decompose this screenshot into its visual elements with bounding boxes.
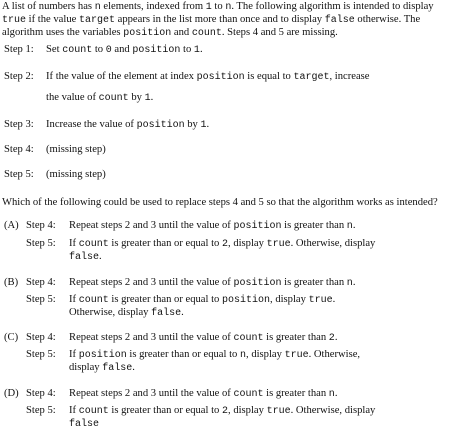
option-a-step4-text <box>69 219 355 233</box>
step-5-text <box>46 168 106 181</box>
text-run: (missing step) <box>46 169 106 180</box>
option-a-letter: (A) <box>4 220 19 231</box>
text-run: Set <box>46 44 63 55</box>
step-3-label: Step 3: <box>4 119 34 130</box>
code-term: position <box>78 350 127 361</box>
text-run: Repeat steps 2 and 3 until the value of <box>69 220 234 231</box>
text-run: . <box>181 307 184 318</box>
text-run: display <box>69 362 103 373</box>
code-term: count <box>98 93 129 104</box>
text-run: . <box>206 119 210 130</box>
text-run: . <box>99 251 102 262</box>
text-run: is greater than <box>281 277 347 288</box>
code-term: 1 <box>200 120 207 131</box>
text-run: is greater than or equal to <box>126 349 240 360</box>
code-term: position <box>233 221 282 232</box>
problem-intro <box>2 0 470 39</box>
intro-line-2 <box>2 13 470 26</box>
text-run: appears in the list more than once and to display <box>114 14 325 25</box>
step-3-text <box>46 118 209 132</box>
step-4-label: Step 4: <box>4 144 34 155</box>
text-run: and <box>111 44 133 55</box>
text-run: . The following algorithm is intended to display <box>231 1 434 12</box>
text-run: to <box>211 1 226 12</box>
option-d-step5-text-line-2 <box>69 417 99 431</box>
text-run: If <box>69 294 79 305</box>
option-a-step5-text-line-2 <box>69 250 102 264</box>
step-2-text-line-2 <box>46 91 153 105</box>
text-run: A list of numbers has <box>2 1 95 12</box>
code-term: count <box>233 389 264 400</box>
text-run: is greater than or equal to <box>108 294 222 305</box>
text-run: Increase the value of <box>46 119 137 130</box>
code-term: false <box>324 15 355 26</box>
option-b-step5-label: Step 5: <box>26 294 56 305</box>
code-term: position <box>136 120 185 131</box>
code-term: position <box>233 278 282 289</box>
code-term: n <box>328 389 335 400</box>
text-run: is equal to <box>244 71 294 82</box>
code-term: n <box>94 2 101 13</box>
code-term: n <box>240 350 247 361</box>
code-term: position <box>196 72 245 83</box>
text-run: . <box>352 220 356 231</box>
text-run: If <box>69 238 79 249</box>
code-term: 2 <box>222 406 229 417</box>
code-term: position <box>123 28 172 39</box>
code-term: count <box>78 406 109 417</box>
code-term: true <box>284 350 309 361</box>
code-term: position <box>222 295 271 306</box>
text-run: is greater than or equal to <box>108 405 222 416</box>
option-b-step4-label: Step 4: <box>26 277 56 288</box>
option-a-step5-text-line-1 <box>69 237 375 251</box>
text-run: by <box>128 92 145 103</box>
text-run: . <box>334 388 338 399</box>
code-term: 2 <box>328 333 335 344</box>
text-run: . <box>332 294 336 305</box>
question-text: Which of the following could be used to replace steps 4 and 5 so that the algorithm works as intended? <box>2 197 438 208</box>
code-term: n <box>346 221 353 232</box>
option-b-step4-text <box>69 276 355 290</box>
text-run: by <box>184 119 201 130</box>
step-1-text <box>46 43 203 57</box>
text-run: , display <box>270 294 309 305</box>
code-term: false <box>69 252 100 263</box>
option-c-step4-text <box>69 331 337 345</box>
text-run: , increase <box>329 71 370 82</box>
text-run: . Steps 4 and 5 are missing. <box>221 27 338 38</box>
option-d-letter: (D) <box>4 388 19 399</box>
step-4-text <box>46 143 106 156</box>
code-term: true <box>266 406 291 417</box>
text-run: , display <box>246 349 285 360</box>
text-run: , display <box>228 238 267 249</box>
step-5-label: Step 5: <box>4 169 34 180</box>
option-b-letter: (B) <box>4 277 19 288</box>
option-c-step5-text-line-1 <box>69 348 360 362</box>
text-run: . <box>150 92 154 103</box>
option-d-step5-label: Step 5: <box>26 405 56 416</box>
text-run: elements, indexed from <box>100 1 206 12</box>
code-term: target <box>293 72 330 83</box>
code-term: count <box>191 28 222 39</box>
option-c-step5-label: Step 5: <box>26 349 56 360</box>
text-run: if the value <box>26 14 79 25</box>
option-a-step5-label: Step 5: <box>26 238 56 249</box>
option-d-step4-text <box>69 387 337 401</box>
option-c-step4-label: Step 4: <box>26 332 56 343</box>
code-term: count <box>62 45 93 56</box>
text-run: . <box>334 332 338 343</box>
text-run: . <box>199 44 203 55</box>
text-run: is greater than <box>263 388 329 399</box>
text-run: If <box>69 349 79 360</box>
code-term: 1 <box>144 93 151 104</box>
text-run: If the value of the element at index <box>46 71 197 82</box>
code-term: n <box>225 2 232 13</box>
option-c-letter: (C) <box>4 332 19 343</box>
text-run: . Otherwise, display <box>290 238 376 249</box>
step-2-text-line-1 <box>46 70 369 84</box>
step-2-label: Step 2: <box>4 71 34 82</box>
code-term: false <box>102 363 133 374</box>
intro-line-1 <box>2 0 470 13</box>
text-run: is greater than or equal to <box>108 238 222 249</box>
code-term: false <box>69 419 100 430</box>
code-term: 1 <box>205 2 212 13</box>
code-term: false <box>151 308 182 319</box>
text-run: . <box>352 277 356 288</box>
text-run: Repeat steps 2 and 3 until the value of <box>69 388 234 399</box>
code-term: true <box>266 239 291 250</box>
code-term: count <box>233 333 264 344</box>
step-1-label: Step 1: <box>4 44 34 55</box>
text-run: to <box>92 44 106 55</box>
code-term: 0 <box>105 45 112 56</box>
code-term: target <box>78 15 115 26</box>
code-term: true <box>2 15 27 26</box>
text-run: . Otherwise, display <box>290 405 376 416</box>
code-term: count <box>78 239 109 250</box>
code-term: n <box>346 278 353 289</box>
text-run: , display <box>228 405 267 416</box>
text-run: . <box>132 362 135 373</box>
text-run: otherwise. The <box>354 14 421 25</box>
code-term: 2 <box>222 239 229 250</box>
code-term: 1 <box>193 45 200 56</box>
text-run: is greater than <box>263 332 329 343</box>
code-term: position <box>132 45 181 56</box>
option-d-step4-label: Step 4: <box>26 388 56 399</box>
text-run: Otherwise, display <box>69 307 152 318</box>
text-run: If <box>69 405 79 416</box>
option-b-step5-text-line-1 <box>69 293 335 307</box>
text-run: to <box>180 44 194 55</box>
text-run: is greater than <box>281 220 347 231</box>
option-b-step5-text-line-2 <box>69 306 184 320</box>
code-term: count <box>78 295 109 306</box>
text-run: . Otherwise, <box>308 349 361 360</box>
text-run: and <box>171 27 192 38</box>
text-run: Repeat steps 2 and 3 until the value of <box>69 332 234 343</box>
option-a-step4-label: Step 4: <box>26 220 56 231</box>
text-run: the value of <box>46 92 99 103</box>
code-term: true <box>308 295 333 306</box>
option-c-step5-text-line-2 <box>69 361 135 375</box>
option-d-step5-text-line-1 <box>69 404 375 418</box>
text-run: algorithm uses the variables <box>2 27 124 38</box>
text-run: (missing step) <box>46 144 106 155</box>
intro-line-3 <box>2 26 470 39</box>
text-run: Repeat steps 2 and 3 until the value of <box>69 277 234 288</box>
